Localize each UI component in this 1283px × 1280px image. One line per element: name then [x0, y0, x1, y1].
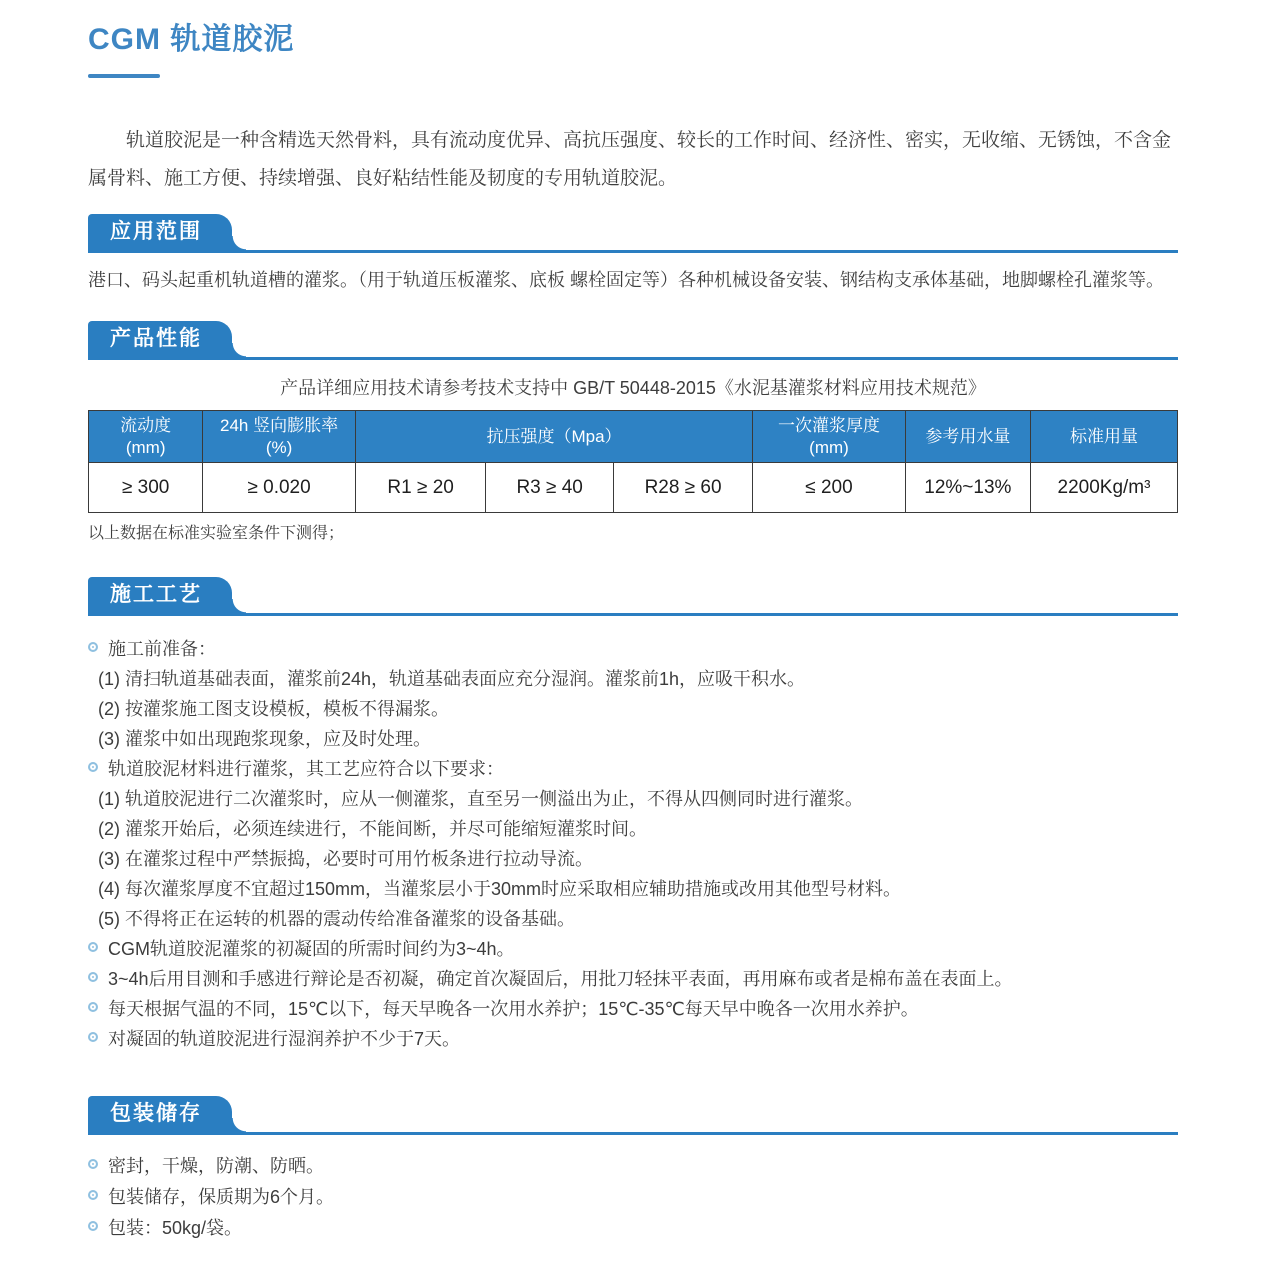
list-item-text: 包装：50kg/袋。 — [108, 1218, 243, 1238]
packaging-list — [88, 1151, 1178, 1244]
title-underline — [88, 74, 160, 78]
list-item — [88, 814, 1178, 844]
td-expansion-value: ≥ 0.020 — [203, 463, 355, 513]
list-item-text: (1) 清扫轨道基础表面，灌浆前24h，轨道基础表面应充分湿润。灌浆前1h，应吸干积水。 — [98, 669, 806, 689]
construction-heading-badge: 施工工艺 — [88, 577, 232, 613]
list-item-text: 包装储存，保质期为6个月。 — [108, 1187, 335, 1207]
section-packaging-header — [88, 1096, 1178, 1135]
th-expansion-line1: 24h 竖向膨胀率 — [220, 415, 339, 435]
spec-table — [88, 410, 1178, 513]
bullet-ring-icon — [88, 972, 98, 982]
bullet-ring-icon — [88, 642, 98, 652]
intro-paragraph: 轨道胶泥是一种含精选天然骨料，具有流动度优异、高抗压强度、较长的工作时间、经济性、密实，无收缩、无锈蚀，不含金属骨料、施工方便、持续增强、良好粘结性能及韧度的专用轨道胶泥。 — [88, 130, 1172, 189]
construction-list — [88, 634, 1178, 1054]
th-fluidity — [89, 411, 203, 463]
list-item-text: 施工前准备： — [108, 639, 216, 659]
th-thickness-line2: (mm) — [809, 437, 849, 457]
list-item-text: 密封，干燥，防潮、防晒。 — [108, 1156, 324, 1176]
list-item — [88, 1151, 1178, 1182]
packaging-heading-badge: 包装储存 — [88, 1096, 232, 1132]
page-title: CGM 轨道胶泥 — [88, 23, 295, 56]
list-item — [88, 664, 1178, 694]
th-fluidity-line2: (mm) — [125, 437, 166, 457]
list-item-text: 轨道胶泥材料进行灌浆，其工艺应符合以下要求： — [108, 759, 504, 779]
application-heading-badge: 应用范围 — [88, 214, 232, 250]
list-item-text: (4) 每次灌浆厚度不宜超过150mm，当灌浆层小于30mm时应采取相应辅助措施或改用其他型号材料。 — [98, 879, 902, 899]
th-compressive-strength: 抗压强度（Mpa） — [355, 411, 752, 463]
bullet-ring-icon — [88, 1159, 98, 1169]
th-expansion — [203, 411, 355, 463]
list-item-text: (2) 按灌浆施工图支设模板，模板不得漏浆。 — [98, 699, 449, 719]
list-item — [88, 994, 1178, 1024]
spec-table-header-row — [89, 411, 1178, 463]
th-water-reference: 参考用水量 — [905, 411, 1030, 463]
th-standard-dosage: 标准用量 — [1030, 411, 1177, 463]
td-r3-value: R3 ≥ 40 — [486, 463, 613, 513]
list-item-text: (2) 灌浆开始后，必须连续进行，不能间断，并尽可能缩短灌浆时间。 — [98, 819, 647, 839]
bullet-ring-icon — [88, 1032, 98, 1042]
list-item-text: 3~4h后用目测和手感进行辩论是否初凝，确定首次凝固后，用批刀轻抹平表面，再用麻布或者是棉布盖在表面上。 — [108, 969, 1013, 989]
application-text: 港口、码头起重机轨道槽的灌浆。（用于轨道压板灌浆、底板 螺栓固定等）各种机械设备安装、钢结构支承体基础，地脚螺栓孔灌浆等。 — [88, 270, 1164, 290]
th-expansion-line2: (%) — [265, 437, 293, 457]
list-item-text: 对凝固的轨道胶泥进行湿润养护不少于7天。 — [108, 1029, 461, 1049]
list-item-text: (3) 在灌浆过程中严禁振捣，必要时可用竹板条进行拉动导流。 — [98, 849, 593, 869]
list-item — [88, 634, 1178, 664]
list-item — [88, 694, 1178, 724]
list-item — [88, 1024, 1178, 1054]
list-item-text: (1) 轨道胶泥进行二次灌浆时，应从一侧灌浆，直至另一侧溢出为止，不得从四侧同时进行灌浆。 — [98, 789, 863, 809]
th-fluidity-line1: 流动度 — [120, 415, 172, 435]
performance-heading-badge: 产品性能 — [88, 321, 232, 357]
list-item — [88, 724, 1178, 754]
bullet-ring-icon — [88, 942, 98, 952]
list-item — [88, 964, 1178, 994]
list-item — [88, 1182, 1178, 1213]
bullet-ring-icon — [88, 1190, 98, 1200]
spec-table-value-row — [89, 463, 1178, 513]
td-fluidity-value: ≥ 300 — [89, 463, 203, 513]
section-construction-header — [88, 577, 1178, 616]
td-r28-value: R28 ≥ 60 — [613, 463, 752, 513]
performance-note: 产品详细应用技术请参考技术支持中 GB/T 50448-2015《水泥基灌浆材料应用技术规范》 — [280, 378, 986, 398]
section-application-header — [88, 214, 1178, 253]
td-dosage-value: 2200Kg/m³ — [1030, 463, 1177, 513]
list-item — [88, 1213, 1178, 1244]
list-item — [88, 874, 1178, 904]
list-item — [88, 784, 1178, 814]
list-item — [88, 844, 1178, 874]
bullet-ring-icon — [88, 1002, 98, 1012]
list-item-text: CGM轨道胶泥灌浆的初凝固的所需时间约为3~4h。 — [108, 939, 515, 959]
th-thickness-line1: 一次灌浆厚度 — [777, 415, 880, 435]
list-item-text: 每天根据气温的不同，15℃以下，每天早晚各一次用水养护；15℃-35℃每天早中晚各一次用水养护。 — [108, 999, 919, 1019]
td-water-value: 12%~13% — [905, 463, 1030, 513]
list-item-text: (3) 灌浆中如出现跑浆现象，应及时处理。 — [98, 729, 431, 749]
bullet-ring-icon — [88, 762, 98, 772]
list-item — [88, 904, 1178, 934]
section-performance-header — [88, 321, 1178, 360]
list-item — [88, 934, 1178, 964]
td-thickness-value: ≤ 200 — [753, 463, 905, 513]
list-item-text: (5) 不得将正在运转的机器的震动传给准备灌浆的设备基础。 — [98, 909, 575, 929]
td-r1-value: R1 ≥ 20 — [355, 463, 486, 513]
bullet-ring-icon — [88, 1221, 98, 1231]
list-item — [88, 754, 1178, 784]
th-grouting-thickness — [753, 411, 905, 463]
table-footnote: 以上数据在标准实验室条件下测得； — [88, 525, 345, 542]
